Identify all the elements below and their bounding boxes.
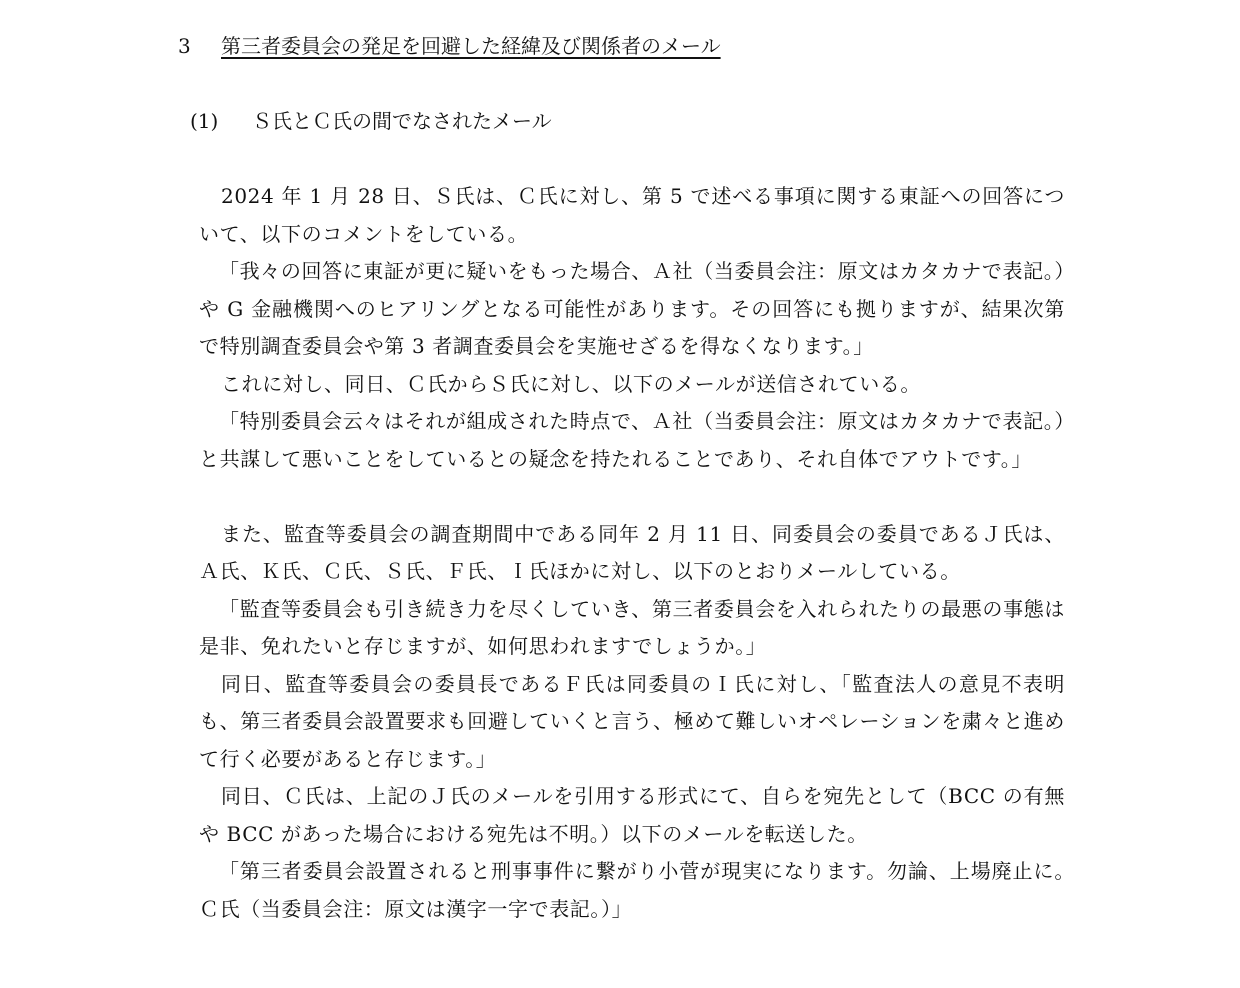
- paragraph-gap: [199, 478, 1065, 516]
- paragraph: 同日、監査等委員会の委員長であるＦ氏は同委員のＩ氏に対し、「監査法人の意見不表明も、第三者委員会設置要求も回避していくと言う、極めて難しいオペレーションを粛々と進めて行く必要があると存じます。」: [199, 671, 1065, 771]
- section-number: 3: [178, 34, 191, 58]
- paragraph: 2024 年 1 月 28 日、Ｓ氏は、Ｃ氏に対し、第 5 で述べる事項に関する東証への回答について、以下のコメントをしている。: [199, 184, 1065, 246]
- quoted-email: 「特別委員会云々はそれが組成された時点で、Ａ社（当委員会注：原文はカタカナで表記。）と共謀して悪いことをしているとの疑念を持たれることであり、それ自体でアウトです。」: [199, 409, 1065, 471]
- subsection-heading: [190, 107, 552, 135]
- quoted-email: 「監査等委員会も引き続き力を尽くしていき、第三者委員会を入れられたりの最悪の事態は是非、免れたいと存じますが、如何思われますでしょうか。」: [199, 596, 1065, 658]
- paragraph: これに対し、同日、Ｃ氏からＳ氏に対し、以下のメールが送信されている。: [221, 371, 921, 396]
- paragraph: また、監査等委員会の調査期間中である同年 2 月 11 日、同委員会の委員であるＪ氏は、Ａ氏、Ｋ氏、Ｃ氏、Ｓ氏、Ｆ氏、Ｉ氏ほかに対し、以下のとおりメールしている。: [199, 521, 1065, 583]
- paragraph: 同日、Ｃ氏は、上記のＪ氏のメールを引用する形式にて、自らを宛先として（BCC の有無や BCC があった場合における宛先は不明。）以下のメールを転送した。: [199, 784, 1065, 846]
- subsection-number: (1): [190, 109, 219, 133]
- subsection-title: Ｓ氏とＣ氏の間でなされたメール: [252, 109, 552, 133]
- body-text: [199, 178, 1086, 928]
- section-title: 第三者委員会の発足を回避した経緯及び関係者のメール: [221, 34, 721, 58]
- quoted-email: 「我々の回答に東証が更に疑いをもった場合、Ａ社（当委員会注：原文はカタカナで表記。）や G 金融機関へのヒアリングとなる可能性があります。その回答にも拠りますが、結果次第で特別調査委員会や第 3 者調査委員会を実施せざるを得なくなります。」: [199, 259, 1065, 358]
- quoted-email: 「第三者委員会設置されると刑事事件に繋がり小菅が現実になります。勿論、上場廃止に。 Ｃ氏（当委員会注：原文は漢字一字で表記。）」: [199, 859, 1086, 921]
- section-heading: [178, 32, 721, 60]
